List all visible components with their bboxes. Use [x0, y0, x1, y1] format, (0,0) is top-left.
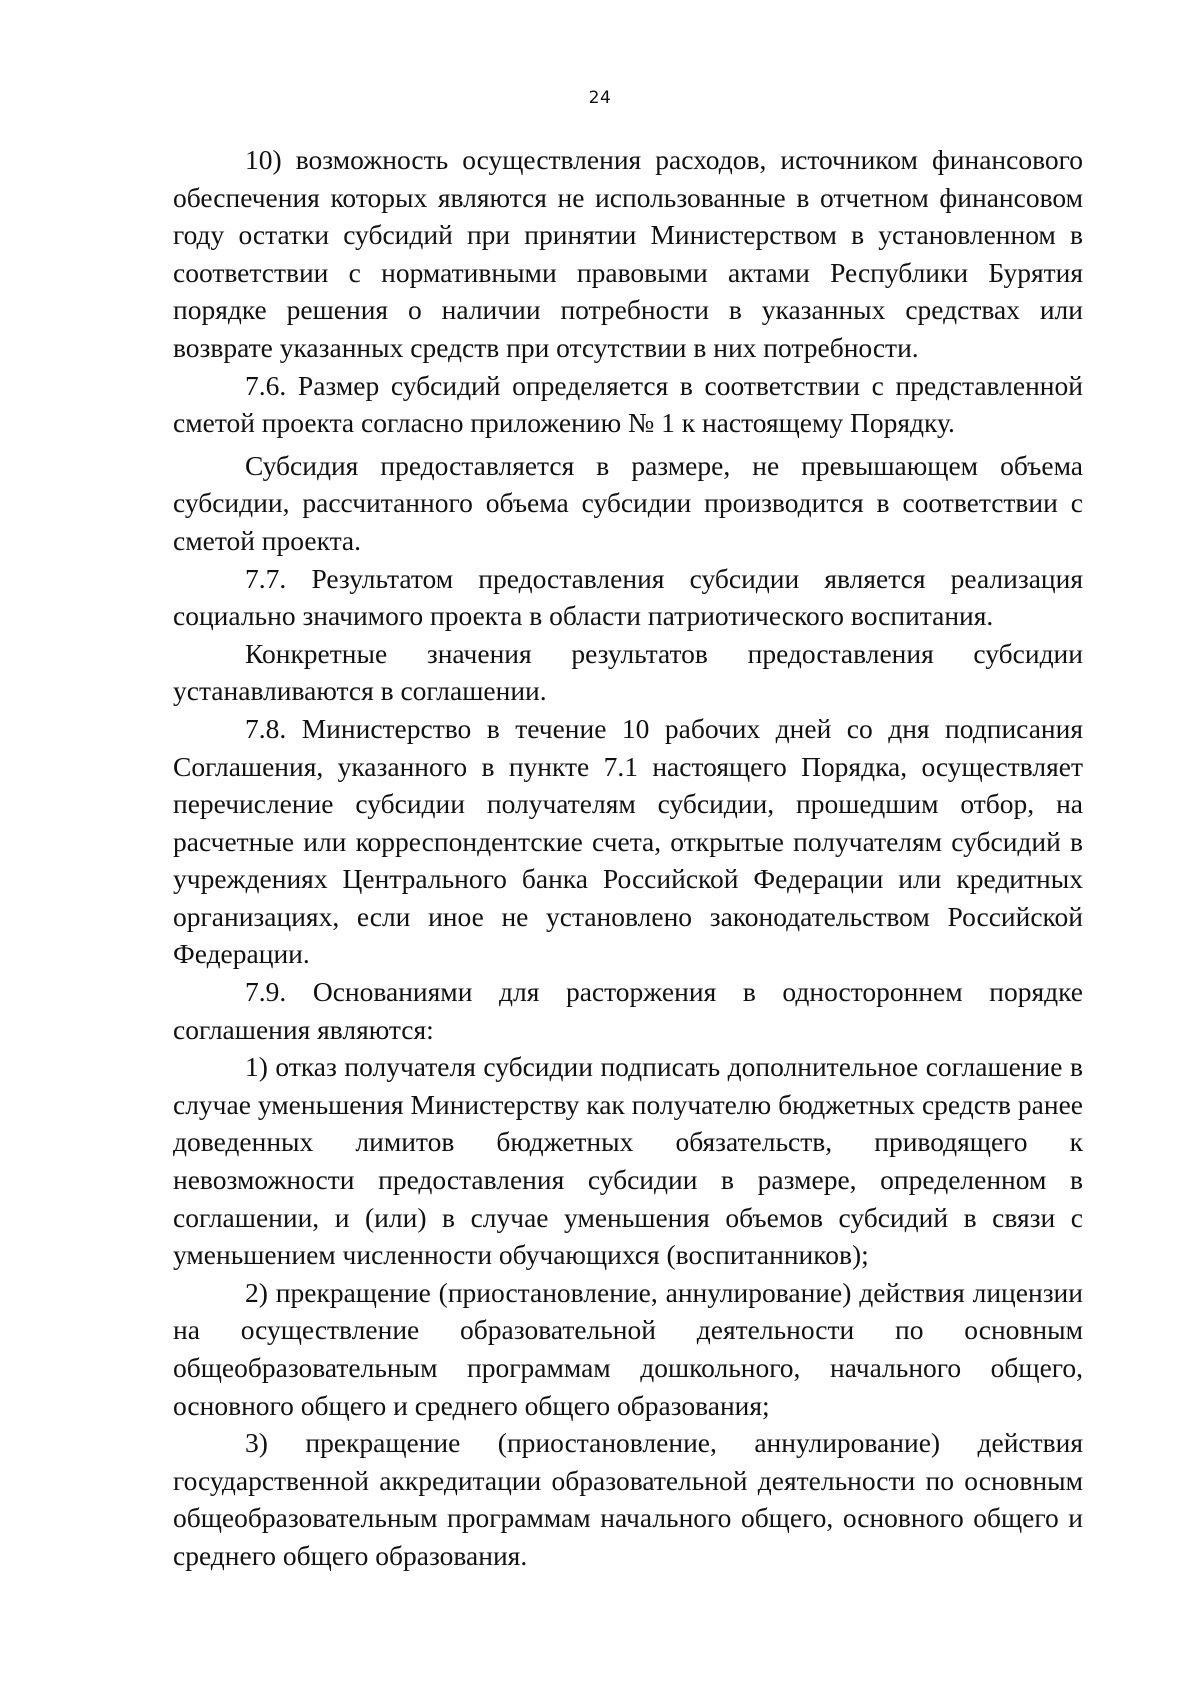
- paragraph-7-9: 7.9. Основаниями для расторжения в одностороннем порядке соглашения являются:: [173, 976, 1083, 1045]
- paragraph-ground-2: 2) прекращение (приостановление, аннулирование) действия лицензии на осуществление образовательной деятельности по основным общеобразовательным программам дошкольного, начального общего, основного общего и среднего общего образования;: [173, 1276, 1083, 1421]
- paragraph-ground-3: 3) прекращение (приостановление, аннулирование) действия государственной аккредитации образовательной деятельности по основным общеобразовательным программам начального общего, основного общего и среднего общего образования.: [173, 1427, 1083, 1571]
- paragraph-7-7: 7.7. Результатом предоставления субсидии является реализация социально значимого проекта в области патриотического воспитания.: [173, 562, 1083, 632]
- paragraph-item-10: 10) возможность осуществления расходов, источником финансового обеспечения которых являются не использованные в отчетном финансовом году остатки субсидий при принятии Министерством в установленном в соответствии с нормативными правовыми актами Республики Бурятия порядке решения о наличии потребности в указанных средствах или возврате указанных средств при отсутствии в них потребности.: [173, 144, 1083, 363]
- paragraph-result-values: Конкретные значения результатов предоставления субсидии устанавливаются в соглашении.: [173, 637, 1083, 707]
- paragraph-subsidy-amount: Субсидия предоставляется в размере, не превышающем объема субсидии, рассчитанного объема субсидии производится в соответствии с сметой проекта.: [173, 449, 1083, 556]
- paragraph-7-6: 7.6. Размер субсидий определяется в соответствии с представленной сметой проекта согласно приложению № 1 к настоящему Порядку.: [173, 369, 1083, 439]
- paragraph-7-8: 7.8. Министерство в течение 10 рабочих дней со дня подписания Соглашения, указанного в пункте 7.1 настоящего Порядка, осуществляет перечисление субсидии получателям субсидии, прошедшим отбор, на расчетные или корреспондентские счета, открытые получателям субсидий в учреждениях Центрального банка Российской Федерации или кредитных организациях, если иное не установлено законодательством Российской Федерации.: [173, 712, 1083, 970]
- document-body: [173, 141, 1083, 1575]
- paragraph-ground-1: 1) отказ получателя субсидии подписать дополнительное соглашение в случае уменьшения Министерству как получателю бюджетных средств ранее доведенных лимитов бюджетных обязательств, приводящего к невозможности предоставления субсидии в размере, определенном в соглашении, и (или) в случае уменьшения объемов субсидий в связи с уменьшением численности обучающихся (воспитанников);: [173, 1051, 1083, 1271]
- page-number: 24: [588, 88, 612, 108]
